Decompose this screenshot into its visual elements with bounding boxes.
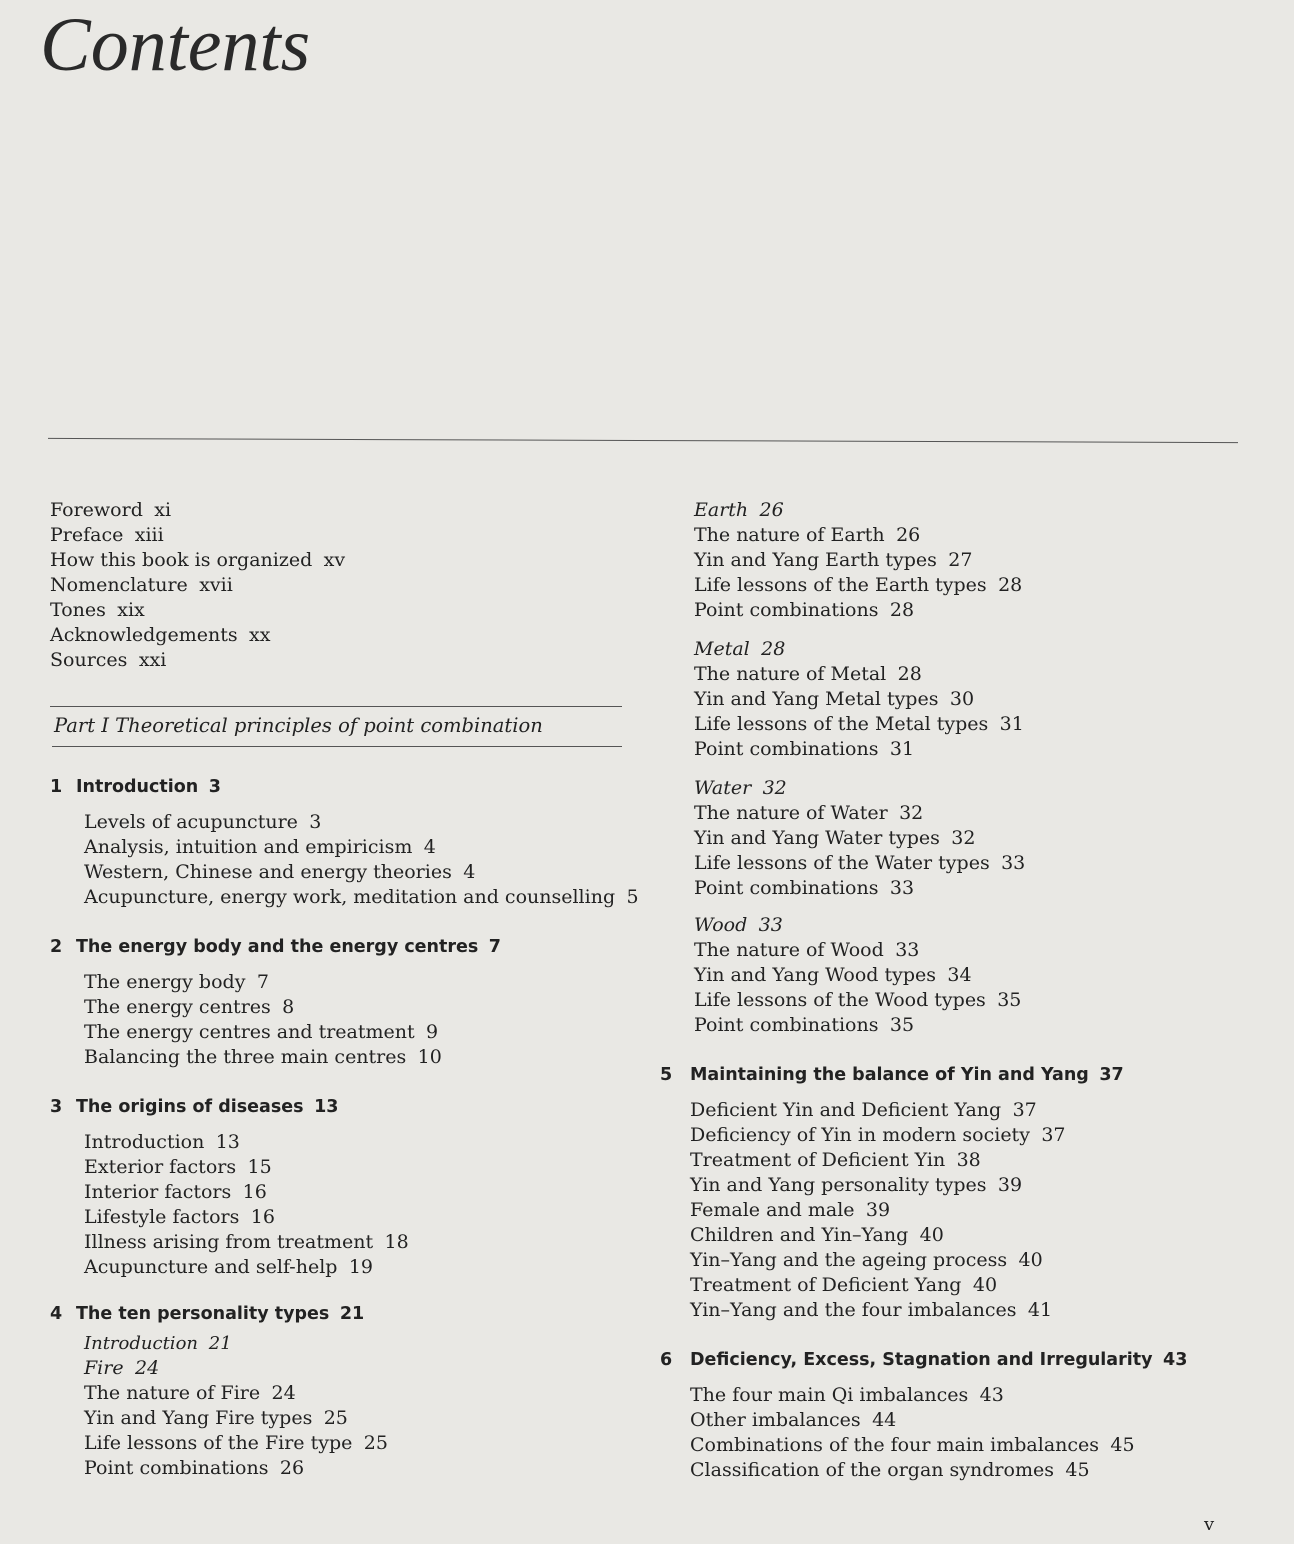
toc-entry[interactable]: Life lessons of the Earth types 28: [694, 574, 1023, 596]
toc-entry[interactable]: Yin and Yang Metal types 30: [694, 688, 975, 710]
toc-entry[interactable]: The nature of Fire 24: [84, 1382, 296, 1404]
toc-entry[interactable]: Analysis, intuition and empiricism 4: [84, 836, 436, 858]
toc-entry[interactable]: Acupuncture and self-help 19: [84, 1256, 374, 1278]
toc-entry[interactable]: Levels of acupuncture 3: [84, 811, 322, 833]
toc-subheading[interactable]: Fire 24: [84, 1357, 160, 1379]
chapter-heading[interactable]: 2 The energy body and the energy centres 7: [50, 937, 501, 957]
toc-entry[interactable]: Treatment of Deficient Yang 40: [690, 1274, 998, 1296]
toc-entry[interactable]: Sources xxi: [50, 649, 167, 671]
toc-entry[interactable]: Tones xix: [50, 599, 145, 621]
toc-entry[interactable]: Yin and Yang Fire types 25: [84, 1407, 348, 1429]
toc-entry[interactable]: Treatment of Deficient Yin 38: [690, 1149, 981, 1171]
toc-entry[interactable]: Point combinations 35: [694, 1014, 915, 1036]
toc-subheading[interactable]: Introduction 21: [84, 1333, 232, 1354]
part-heading[interactable]: Part I Theoretical principles of point combination: [54, 714, 543, 737]
toc-entry[interactable]: Other imbalances 44: [690, 1409, 897, 1431]
toc-entry[interactable]: Acupuncture, energy work, meditation and counselling 5: [84, 886, 639, 908]
toc-subheading[interactable]: Wood 33: [694, 914, 783, 936]
toc-entry[interactable]: Introduction 13: [84, 1131, 240, 1153]
toc-subheading[interactable]: Metal 28: [694, 638, 786, 660]
front-matter-list: [50, 498, 650, 673]
toc-subheading[interactable]: Water 32: [694, 777, 787, 799]
toc-entry[interactable]: Point combinations 26: [84, 1457, 305, 1479]
toc-entry[interactable]: The energy centres 8: [84, 996, 295, 1018]
toc-entry[interactable]: Balancing the three main centres 10: [84, 1046, 442, 1068]
toc-entry[interactable]: How this book is organized xv: [50, 549, 346, 571]
toc-entry[interactable]: Foreword xi: [50, 499, 172, 521]
chapter-heading[interactable]: 1 Introduction 3: [50, 777, 221, 797]
toc-entry[interactable]: Female and male 39: [690, 1199, 891, 1221]
toc-entry[interactable]: Life lessons of the Wood types 35: [694, 989, 1022, 1011]
toc-entry[interactable]: Nomenclature xvii: [50, 574, 233, 596]
toc-entry[interactable]: Illness arising from treatment 18: [84, 1231, 409, 1253]
toc-entry[interactable]: Interior factors 16: [84, 1181, 267, 1203]
toc-entry[interactable]: Life lessons of the Metal types 31: [694, 713, 1024, 735]
toc-entry[interactable]: Point combinations 33: [694, 877, 915, 899]
chapter-heading[interactable]: 4 The ten personality types 21: [50, 1304, 365, 1324]
toc-entry[interactable]: Yin and Yang Water types 32: [694, 827, 976, 849]
toc-entry[interactable]: Combinations of the four main imbalances 45: [690, 1434, 1135, 1456]
toc-entry[interactable]: The nature of Wood 33: [694, 939, 920, 961]
part-divider-top: [50, 706, 622, 707]
toc-entry[interactable]: Life lessons of the Fire type 25: [84, 1432, 388, 1454]
toc-entry[interactable]: Deficient Yin and Deficient Yang 37: [690, 1099, 1037, 1121]
chapter-heading[interactable]: 3 The origins of diseases 13: [50, 1097, 339, 1117]
top-divider: [48, 438, 1238, 443]
toc-entry[interactable]: Yin and Yang Earth types 27: [694, 549, 973, 571]
toc-entry[interactable]: Yin and Yang personality types 39: [690, 1174, 1023, 1196]
toc-entry[interactable]: Preface xiii: [50, 524, 164, 546]
chapter-heading[interactable]: 5 Maintaining the balance of Yin and Yang 37: [660, 1065, 1124, 1085]
toc-entry[interactable]: The energy centres and treatment 9: [84, 1021, 439, 1043]
chapter-heading[interactable]: 6 Deficiency, Excess, Stagnation and Irregularity 43: [660, 1350, 1188, 1370]
toc-entry[interactable]: Yin–Yang and the ageing process 40: [690, 1249, 1043, 1271]
page-title: Contents: [40, 3, 311, 87]
toc-entry[interactable]: The nature of Water 32: [694, 802, 924, 824]
toc-entry[interactable]: Point combinations 31: [694, 738, 915, 760]
toc-entry[interactable]: Point combinations 28: [694, 599, 915, 621]
toc-entry[interactable]: Life lessons of the Water types 33: [694, 852, 1026, 874]
toc-entry[interactable]: Deficiency of Yin in modern society 37: [690, 1124, 1066, 1146]
toc-entry[interactable]: The nature of Metal 28: [694, 663, 922, 685]
toc-entry[interactable]: Yin and Yang Wood types 34: [694, 964, 972, 986]
page-number: v: [1204, 1514, 1215, 1535]
toc-entry[interactable]: The energy body 7: [84, 971, 269, 993]
toc-subheading[interactable]: Earth 26: [694, 499, 784, 521]
toc-entry[interactable]: Western, Chinese and energy theories 4: [84, 861, 476, 883]
toc-entry[interactable]: The nature of Earth 26: [694, 524, 921, 546]
toc-entry[interactable]: The four main Qi imbalances 43: [690, 1384, 1004, 1406]
toc-entry[interactable]: Exterior factors 15: [84, 1156, 272, 1178]
part-divider-bottom: [52, 746, 622, 747]
left-column: [50, 498, 650, 1481]
toc-entry[interactable]: Yin–Yang and the four imbalances 41: [690, 1299, 1053, 1321]
toc-entry[interactable]: Children and Yin–Yang 40: [690, 1224, 944, 1246]
toc-entry[interactable]: Acknowledgements xx: [50, 624, 271, 646]
toc-entry[interactable]: Lifestyle factors 16: [84, 1206, 275, 1228]
toc-entry[interactable]: Classification of the organ syndromes 45: [690, 1459, 1090, 1481]
right-column: [660, 498, 1260, 1483]
